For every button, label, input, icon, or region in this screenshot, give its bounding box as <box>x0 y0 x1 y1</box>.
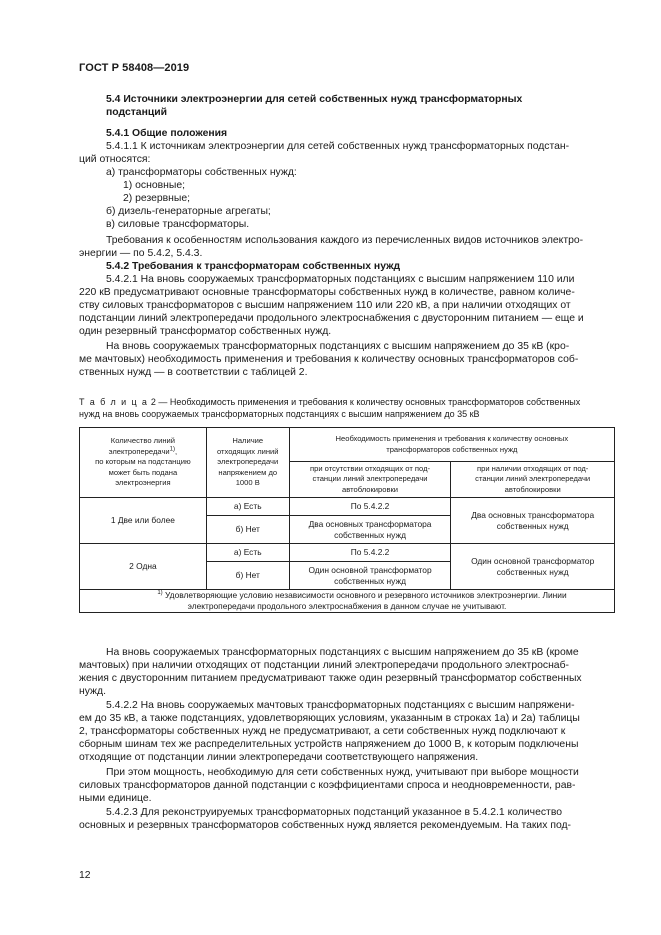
text-line: 5.4.2.1 На вновь сооружаемых трансформаторных подстанциях с высшим напряжением 110 или <box>106 274 575 285</box>
text-line: 5.4.2.3 Для реконструируемых трансформаторных подстанций указанное в 5.4.2.1 количество <box>106 807 562 818</box>
header-text: станции линий электропередачи <box>475 474 591 484</box>
text-line: подстанции линий электропередачи продольного электроснабжения с двусторонним питанием — еще и <box>79 313 584 325</box>
text-line: ными единице. <box>79 793 152 805</box>
text-line: ству силовых трансформаторов с высшим напряжением 110 или 220 кВ, а при наличии отходящих от <box>79 300 571 312</box>
section-5-4-title-line2: подстанций <box>106 107 168 118</box>
text-line: ем до 35 кВ, а также подстанциях, удовлетворяющих условиям, указанным в строках 1а) и 2а) таблицы <box>79 713 580 725</box>
caption-line: нужд на вновь сооружаемых трансформаторных подстанциях с высшим напряжением до 35 кВ <box>79 409 480 420</box>
caption-text: 2 — Необходимость применения и требования к количеству основных трансформаторов собственных <box>148 397 581 407</box>
text-line: основных и резервных трансформаторов собственных нужд является рекомендуемым. На таких под- <box>79 820 572 832</box>
text-line: 220 кВ предусматривают основные трансформаторы собственных нужд в количестве, равном количе- <box>79 287 575 299</box>
table-cell <box>289 516 451 544</box>
cell-text: Один основной трансформатор <box>471 555 595 566</box>
row-sub-label: б) Нет <box>206 516 289 544</box>
header-text: может быть подана <box>108 467 178 477</box>
text-line: силовых трансформаторов данной подстанции с коэффициентами спроса и неодновременности, рав- <box>79 780 576 792</box>
table-footnote <box>80 590 615 613</box>
header-outgoing-lines <box>206 428 289 498</box>
section-5-4-2-title: 5.4.2 Требования к трансформаторам собственных нужд <box>106 261 401 272</box>
text-line: На вновь сооружаемых трансформаторных подстанциях с высшим напряжением до 35 кВ (кро- <box>106 341 570 352</box>
cell-text: Два основных трансформатора <box>308 518 432 529</box>
row-sub-label: б) Нет <box>206 562 289 590</box>
text-line: 2, трансформаторы собственных нужд не предусматривают, а сети собственных нужд подключают к <box>79 726 566 738</box>
text-line: 5.4.1.1 К источникам электроэнергии для сетей собственных нужд трансформаторных подстан- <box>106 141 570 152</box>
table-row <box>80 544 615 562</box>
paragraph-requirements <box>79 234 614 260</box>
footnote-marker: 1) <box>157 590 163 597</box>
header-line-count <box>80 428 207 498</box>
footnote-text: Удовлетворяющие условию независимости основного и резервного источников электроэнергии. Линии <box>162 590 567 600</box>
table-cell <box>289 562 451 590</box>
row-sub-label: а) Есть <box>206 544 289 562</box>
text-line: отходящие от подстанции линии электропередачи соответствующего напряжения. <box>79 752 479 764</box>
header-text: напряжением до <box>218 467 278 477</box>
header-text-part: электропередачи <box>108 446 170 456</box>
row-group-label: 2 Одна <box>80 544 207 590</box>
paragraph-5-4-1-1 <box>79 140 614 166</box>
row-sub-label: а) Есть <box>206 498 289 516</box>
header-text: станции линий электропередачи <box>312 474 428 484</box>
text-line: ме мачтовых) необходимость применения и требования к количеству основных трансформаторов соб- <box>79 354 579 366</box>
header-text: при отсутствии отходящих от под- <box>310 463 431 473</box>
cell-text: Один основной трансформатор <box>308 564 432 575</box>
page-number: 12 <box>79 870 91 881</box>
caption-prefix: Т а б л и ц а <box>79 397 149 407</box>
header-text: при наличии отходящих от под- <box>477 463 589 473</box>
text-line: мачтовых) при наличии отходящих от подстанции линий электропередачи продольного электроснаб- <box>79 660 570 672</box>
text-line: энергии — по 5.4.2, 5.4.3. <box>79 248 203 260</box>
header-without-autoblock <box>289 462 451 498</box>
header-text: электропередачи <box>217 457 279 467</box>
text-line: На вновь сооружаемых трансформаторных подстанциях с высшим напряжением до 35 кВ (кроме <box>106 647 579 658</box>
header-text: Наличие <box>232 436 264 446</box>
text-line: ственных нужд — в соответствии с таблицей 2. <box>79 367 308 379</box>
text-line: сборным шинам тех же распределительных устройств напряжением до 1000 В, к которым подключены <box>79 739 579 751</box>
section-5-4-title <box>106 93 611 119</box>
header-text: автоблокировки <box>341 484 399 494</box>
source-list <box>106 166 297 231</box>
list-item: б) дизель-генераторные агрегаты; <box>106 206 271 218</box>
paragraph-5-4-2-3 <box>79 806 614 832</box>
list-item: 2) резервные; <box>123 193 191 205</box>
paragraph-power <box>79 766 614 805</box>
list-item: а) трансформаторы собственных нужд: <box>106 167 297 178</box>
row-group-label: 1 Две или более <box>80 498 207 544</box>
footnote-line <box>83 590 611 601</box>
table-cell <box>451 544 615 590</box>
header-text: Количество линий <box>110 436 176 446</box>
text-line: нужд. <box>79 686 106 698</box>
table-footnote-row <box>80 590 615 613</box>
header-text: трансформаторов собственных нужд <box>386 444 518 454</box>
header-text: электроэнергия <box>115 478 171 488</box>
list-item: 1) основные; <box>123 180 186 192</box>
cell-text: собственных нужд <box>496 520 569 531</box>
text-line: ций относятся: <box>79 154 151 166</box>
paragraph-reserve-transformer <box>79 646 614 698</box>
text-line: жения с двусторонним питанием предусматривают также один резервный трансформатор собственных <box>79 673 582 685</box>
text-line: Требования к особенностям использования каждого из перечисленных видов источников электро- <box>106 235 584 246</box>
cell-text: собственных нужд <box>334 575 406 586</box>
cell-text: собственных нужд <box>496 566 569 577</box>
document-header: ГОСТ Р 58408—2019 <box>79 62 190 74</box>
header-text: 1000 В <box>235 478 260 488</box>
paragraph-35kv <box>79 340 614 379</box>
header-text: электропередачи$^{1)}$, <box>108 446 178 456</box>
table-2-caption <box>79 396 614 420</box>
text-line: При этом мощность, необходимую для сети собственных нужд, учитывают при выборе мощности <box>106 767 579 778</box>
header-necessity-group <box>289 428 614 462</box>
paragraph-5-4-2-2 <box>79 699 614 764</box>
header-text: Необходимость применения и требования к количеству основных <box>335 433 569 443</box>
header-text: по которым на подстанцию <box>95 457 191 467</box>
header-with-autoblock <box>451 462 615 498</box>
footnote-line: электропередачи продольного электроснабжения в данном случае не учитывают. <box>187 600 507 611</box>
paragraph-5-4-2-1 <box>79 273 614 338</box>
caption-line <box>79 396 614 408</box>
cell-text: собственных нужд <box>334 529 406 540</box>
list-item: в) силовые трансформаторы. <box>106 219 250 231</box>
table-cell <box>451 498 615 544</box>
table-cell: По 5.4.2.2 <box>289 498 451 516</box>
header-text: отходящих линий <box>216 446 279 456</box>
cell-text: Два основных трансформатора <box>471 509 595 520</box>
section-5-4-title-line1: 5.4 Источники электроэнергии для сетей собственных нужд трансформаторных <box>106 94 523 105</box>
text-line: один резервный трансформатор собственных нужд. <box>79 326 332 338</box>
footnote-marker: 1) <box>169 446 175 453</box>
table-cell: По 5.4.2.2 <box>289 544 451 562</box>
text-line: 5.4.2.2 На вновь сооружаемых мачтовых трансформаторных подстанциях с высшим напряжени- <box>106 700 575 711</box>
table-2 <box>79 427 615 613</box>
header-text: автоблокировки <box>504 484 561 494</box>
section-5-4-1-title: 5.4.1 Общие положения <box>106 128 228 139</box>
table-row <box>80 498 615 516</box>
